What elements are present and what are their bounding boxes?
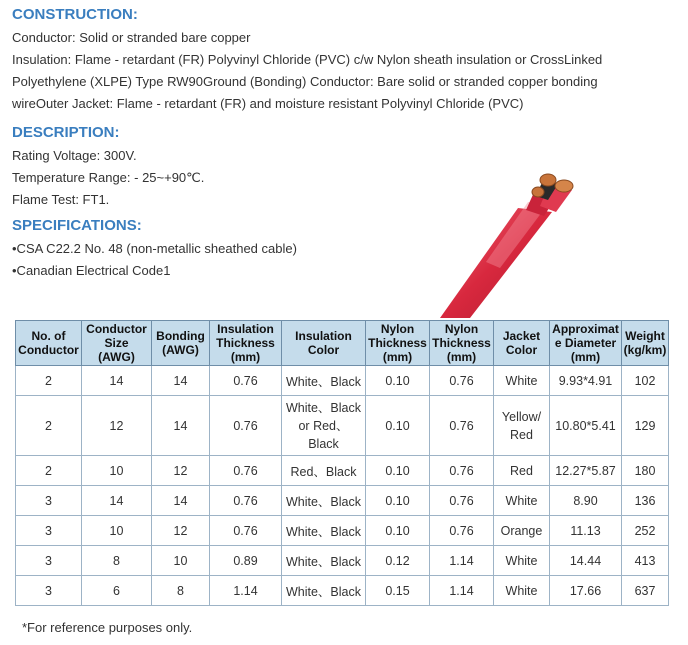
table-row [16, 366, 669, 396]
cell-diameter: 10.80*5.41 [550, 396, 622, 456]
cell-nylon-2: 1.14 [430, 546, 494, 576]
cell-jacket: Red [494, 456, 550, 486]
cell-bonding: 8 [152, 576, 210, 606]
cell-conductors: 3 [16, 516, 82, 546]
cell-nylon-1: 0.12 [366, 546, 430, 576]
header-conductor-size: Conductor Size (AWG) [82, 321, 152, 366]
cell-bonding: 12 [152, 456, 210, 486]
cell-diameter: 12.27*5.87 [550, 456, 622, 486]
cell-diameter: 11.13 [550, 516, 622, 546]
construction-line: Polyethylene (XLPE) Type RW90Ground (Bonding) Conductor: Bare solid or stranded copper bonding [12, 74, 598, 89]
header-weight: Weight (kg/km) [622, 321, 669, 366]
cell-size: 8 [82, 546, 152, 576]
cell-conductors: 3 [16, 576, 82, 606]
cell-insulation-color: White、Black or Red、Black [282, 396, 366, 456]
cable-image [440, 168, 600, 318]
table-row [16, 516, 669, 546]
table-row [16, 486, 669, 516]
construction-body [12, 27, 602, 115]
description-heading: DESCRIPTION: [12, 124, 120, 141]
cell-jacket: White [494, 546, 550, 576]
cell-insulation: 0.76 [210, 516, 282, 546]
cell-insulation: 0.76 [210, 486, 282, 516]
cell-jacket: White [494, 576, 550, 606]
table-row [16, 546, 669, 576]
table-row [16, 576, 669, 606]
cell-weight: 102 [622, 366, 669, 396]
header-diameter: Approximat e Diameter (mm) [550, 321, 622, 366]
cell-weight: 180 [622, 456, 669, 486]
cell-conductors: 2 [16, 456, 82, 486]
specifications-body [12, 238, 297, 282]
header-insulation-color: Insulation Color [282, 321, 366, 366]
cell-insulation-color: White、Black [282, 516, 366, 546]
header-nylon-thickness: Nylon Thickness (mm) [366, 321, 430, 366]
cell-insulation-color: White、Black [282, 546, 366, 576]
cell-nylon-1: 0.10 [366, 516, 430, 546]
cell-size: 10 [82, 456, 152, 486]
table-header-row [16, 321, 669, 366]
cell-size: 10 [82, 516, 152, 546]
specifications-table [15, 320, 669, 606]
cell-weight: 129 [622, 396, 669, 456]
cell-jacket: White [494, 486, 550, 516]
cell-size: 12 [82, 396, 152, 456]
spec-item: •CSA C22.2 No. 48 (non-metallic sheathed cable) [12, 241, 297, 256]
cell-nylon-2: 0.76 [430, 366, 494, 396]
cell-size: 14 [82, 486, 152, 516]
reference-note: *For reference purposes only. [22, 620, 193, 635]
cell-nylon-2: 0.76 [430, 516, 494, 546]
flame-test: Flame Test: FT1. [12, 192, 110, 207]
cell-weight: 413 [622, 546, 669, 576]
cell-weight: 136 [622, 486, 669, 516]
construction-line: wireOuter Jacket: Flame ‐ retardant (FR) and moisture resistant Polyvinyl Chloride (PVC) [12, 96, 524, 111]
table-row [16, 456, 669, 486]
construction-line: Conductor: Solid or stranded bare copper [12, 30, 251, 45]
cell-diameter: 9.93*4.91 [550, 366, 622, 396]
cell-insulation: 0.76 [210, 456, 282, 486]
construction-line: Insulation: Flame ‐ retardant (FR) Polyvinyl Chloride (PVC) c/w Nylon sheath insulation or CrossLinked [12, 52, 603, 67]
cell-jacket: Orange [494, 516, 550, 546]
cell-nylon-2: 0.76 [430, 396, 494, 456]
cell-bonding: 14 [152, 396, 210, 456]
cell-nylon-1: 0.10 [366, 366, 430, 396]
description-body [12, 145, 204, 211]
cell-jacket: Yellow/ Red [494, 396, 550, 456]
specifications-heading: SPECIFICATIONS: [12, 217, 142, 234]
construction-heading: CONSTRUCTION: [12, 6, 138, 23]
cell-diameter: 17.66 [550, 576, 622, 606]
cell-insulation: 0.89 [210, 546, 282, 576]
rating-voltage: Rating Voltage: 300V. [12, 148, 137, 163]
cell-jacket: White [494, 366, 550, 396]
spec-item: •Canadian Electrical Code1 [12, 263, 171, 278]
cell-insulation: 1.14 [210, 576, 282, 606]
cell-weight: 252 [622, 516, 669, 546]
temperature-range: Temperature Range: ‐ 25~+90℃. [12, 170, 205, 185]
header-bonding: Bonding (AWG) [152, 321, 210, 366]
cell-nylon-1: 0.10 [366, 396, 430, 456]
cell-bonding: 10 [152, 546, 210, 576]
cell-insulation: 0.76 [210, 396, 282, 456]
cell-conductors: 3 [16, 486, 82, 516]
cell-diameter: 14.44 [550, 546, 622, 576]
cell-diameter: 8.90 [550, 486, 622, 516]
cell-bonding: 14 [152, 366, 210, 396]
cell-insulation-color: White、Black [282, 366, 366, 396]
cell-nylon-1: 0.10 [366, 486, 430, 516]
cell-nylon-2: 0.76 [430, 456, 494, 486]
cell-nylon-1: 0.15 [366, 576, 430, 606]
header-nylon-thickness-2: Nylon Thickness (mm) [430, 321, 494, 366]
cell-nylon-1: 0.10 [366, 456, 430, 486]
cell-nylon-2: 1.14 [430, 576, 494, 606]
cell-insulation: 0.76 [210, 366, 282, 396]
header-no-conductor: No. of Conductor [16, 321, 82, 366]
cell-bonding: 12 [152, 516, 210, 546]
table-row [16, 396, 669, 456]
cell-nylon-2: 0.76 [430, 486, 494, 516]
cell-insulation-color: White、Black [282, 486, 366, 516]
header-insulation-thickness: Insulation Thickness (mm) [210, 321, 282, 366]
cell-size: 6 [82, 576, 152, 606]
cell-weight: 637 [622, 576, 669, 606]
header-jacket-color: Jacket Color [494, 321, 550, 366]
cell-insulation-color: White、Black [282, 576, 366, 606]
cell-size: 14 [82, 366, 152, 396]
cell-conductors: 2 [16, 366, 82, 396]
cell-insulation-color: Red、Black [282, 456, 366, 486]
cell-bonding: 14 [152, 486, 210, 516]
cell-conductors: 3 [16, 546, 82, 576]
cell-conductors: 2 [16, 396, 82, 456]
